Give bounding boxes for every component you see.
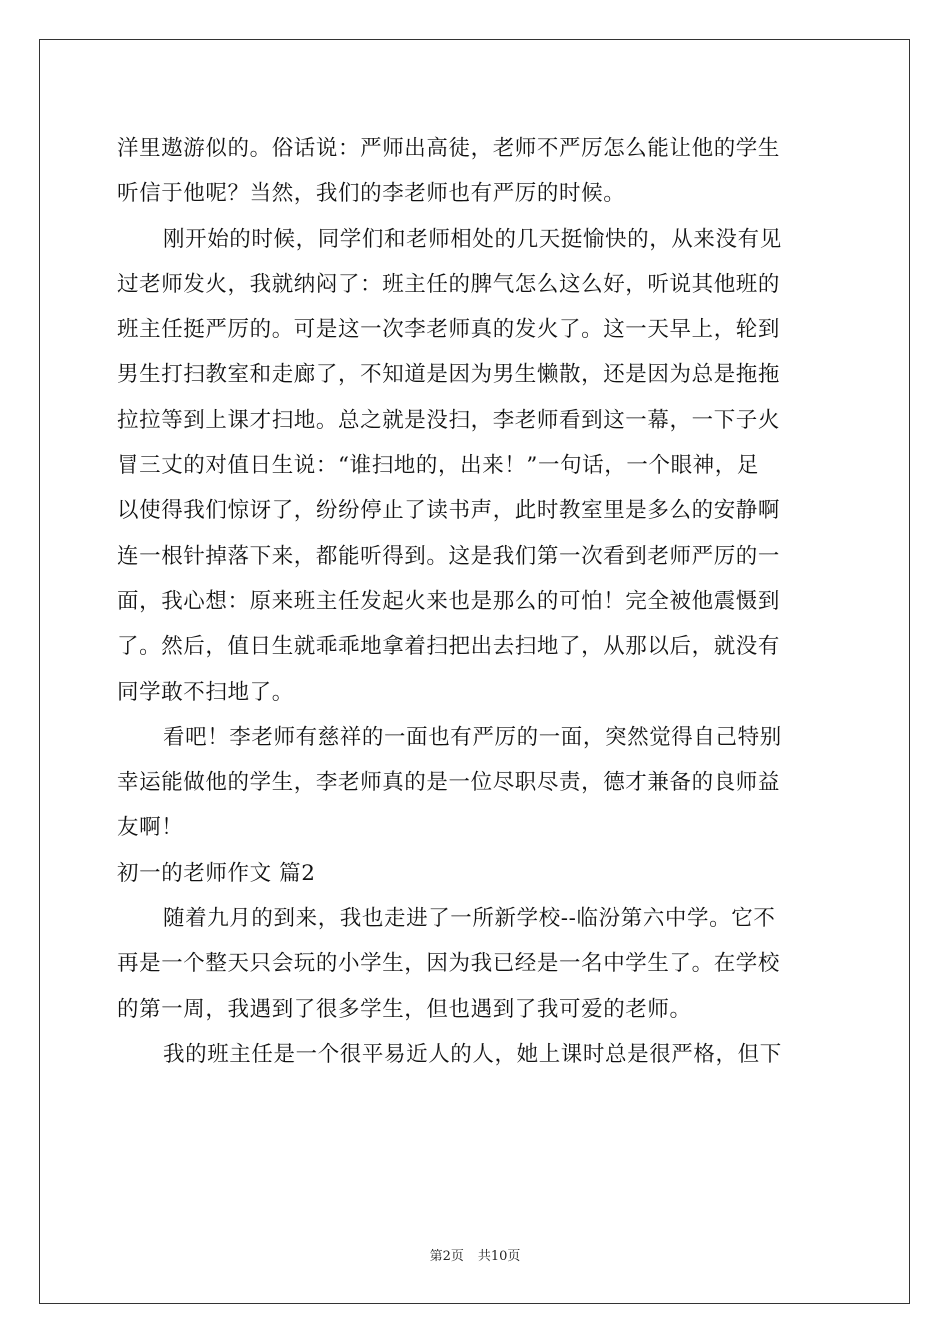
text-line: 男生打扫教室和走廊了，不知道是因为男生懒散，还是因为总是拖拖 — [117, 362, 781, 388]
text-line: 听信于他呢？当然，我们的李老师也有严厉的时候。 — [117, 181, 626, 207]
page-total: 共10页 — [477, 1249, 521, 1264]
text-line: 的第一周，我遇到了很多学生，但也遇到了我可爱的老师。 — [117, 996, 692, 1022]
text-line: 幸运能做他的学生，李老师真的是一位尽职尽责，德才兼备的良师益 — [117, 770, 781, 796]
page-number: 第2页 — [429, 1249, 464, 1264]
document-body — [117, 126, 837, 1077]
text-line: 随着九月的到来，我也走进了一所新学校--临汾第六中学。它不 — [163, 906, 776, 932]
text-line: 再是一个整天只会玩的小学生，因为我已经是一名中学生了。在学校 — [117, 951, 781, 977]
text-line: 同学敢不扫地了。 — [117, 679, 294, 705]
text-line: 冒三丈的对值日生说：“谁扫地的，出来！”一句话，一个眼神，足 — [117, 453, 759, 479]
text-line: 我的班主任是一个很平易近人的人，她上课时总是很严格，但下 — [163, 1041, 782, 1067]
page-footer — [0, 1245, 950, 1264]
text-line: 刚开始的时候，同学们和老师相处的几天挺愉快的，从来没有见 — [163, 226, 782, 252]
text-line: 看吧！李老师有慈祥的一面也有严厉的一面，突然觉得自己特别 — [163, 724, 782, 750]
text-line: 以使得我们惊讶了，纷纷停止了读书声，此时教室里是多么的安静啊 — [117, 498, 781, 524]
text-line: 拉拉等到上课才扫地。总之就是没扫，李老师看到这一幕，一下子火 — [117, 407, 781, 433]
text-line: 过老师发火，我就纳闷了：班主任的脾气怎么这么好，听说其他班的 — [117, 271, 781, 297]
section-heading: 初一的老师作文 篇2 — [117, 860, 316, 886]
text-line: 了。然后，值日生就乖乖地拿着扫把出去扫地了，从那以后，就没有 — [117, 634, 781, 660]
text-line: 连一根针掉落下来，都能听得到。这是我们第一次看到老师严厉的一 — [117, 543, 781, 569]
text-line: 班主任挺严厉的。可是这一次李老师真的发火了。这一天早上，轮到 — [117, 317, 781, 343]
text-line: 洋里遨游似的。俗话说：严师出高徒，老师不严厉怎么能让他的学生 — [117, 136, 781, 161]
text-line: 友啊！ — [117, 815, 184, 841]
text-line: 面，我心想：原来班主任发起火来也是那么的可怕！完全被他震慑到 — [117, 588, 781, 614]
